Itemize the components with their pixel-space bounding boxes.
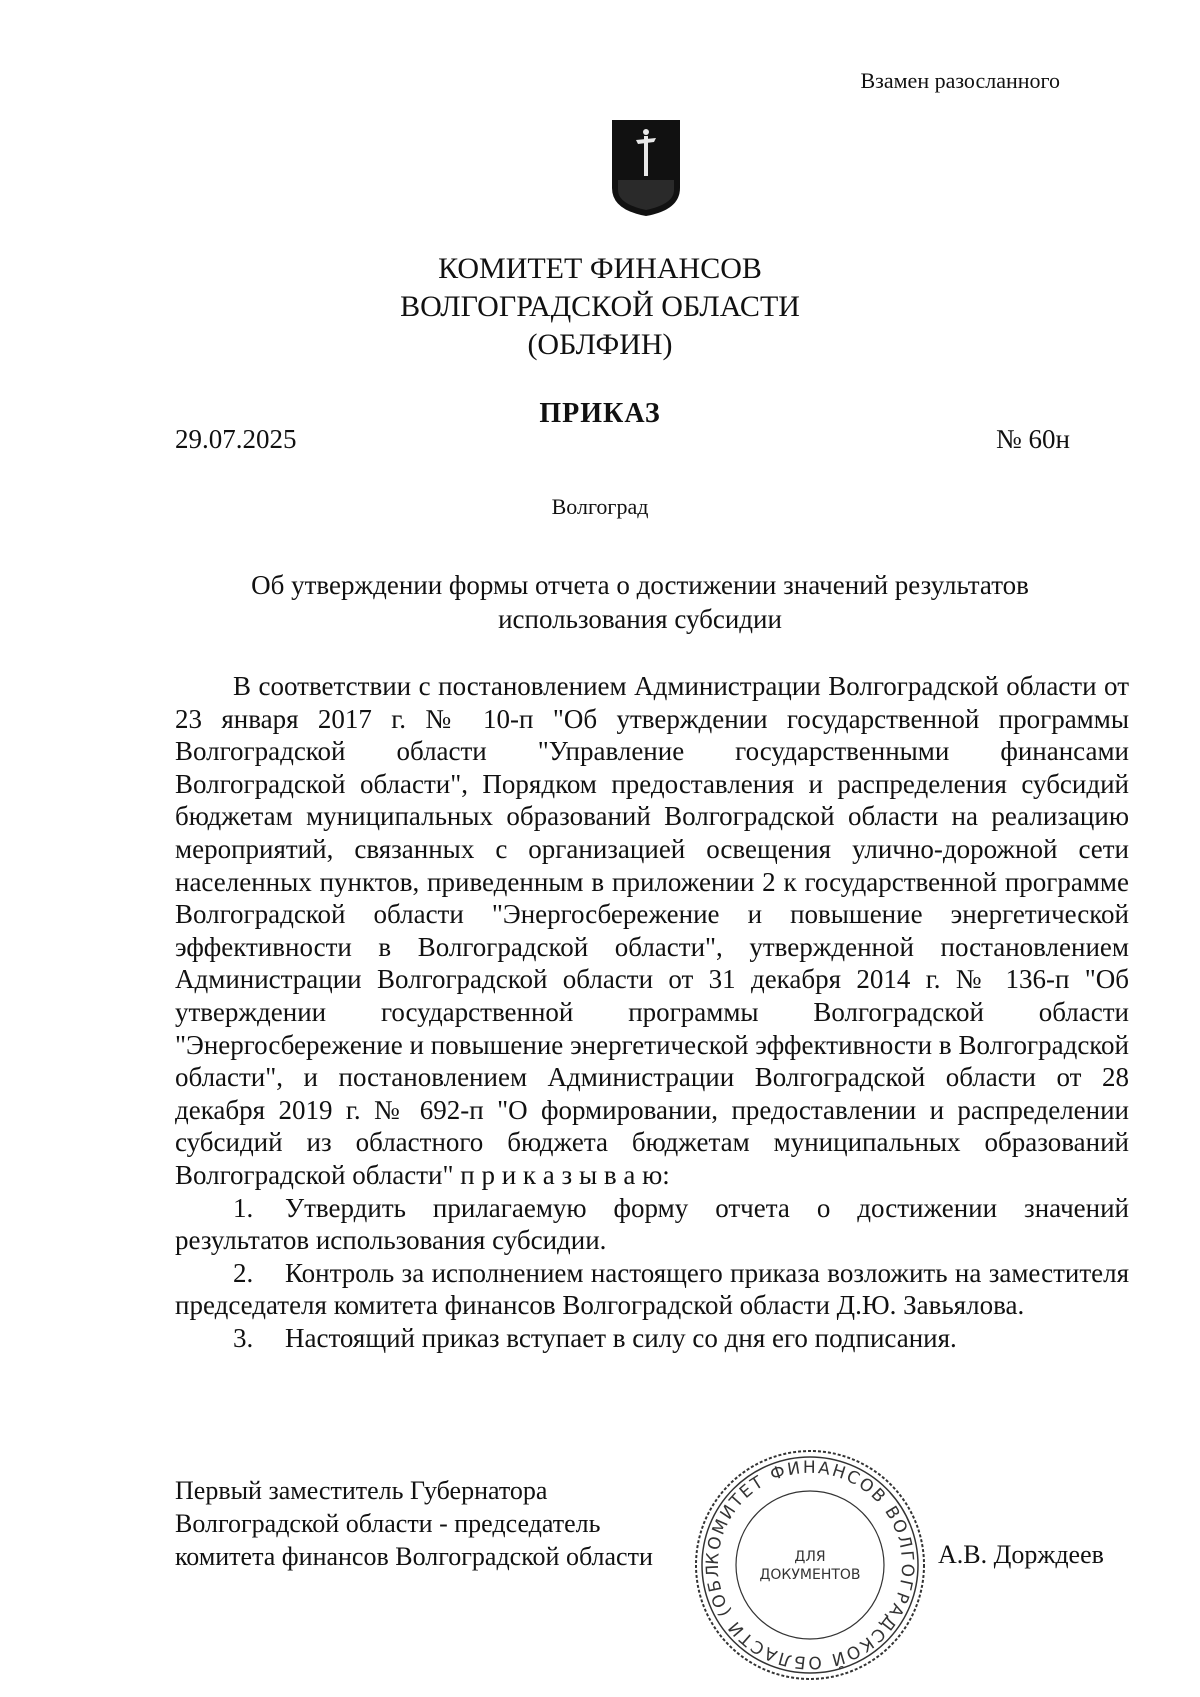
replacement-note: Взамен разосланного [860,68,1060,93]
signatory-position [175,1474,653,1573]
seal-inner-ring [736,1491,884,1639]
seal-outer-ring [696,1451,924,1679]
signatory-name: А.В. Дорждеев [938,1540,1104,1569]
seal-ring-text: КОМИТЕТ ФИНАНСОВ ВОЛГОГРАДСКОЙ ОБЛАСТИ (ОБЛ [702,1457,918,1673]
seal-center-line: ДОКУМЕНТОВ [759,1567,861,1583]
subject-line: использования субсидии [498,604,782,634]
order-subject [200,568,1080,636]
org-name-line: КОМИТЕТ ФИНАНСОВ [438,252,762,285]
preamble-text: В соответствии с постановлением Администрации Волгоградской области от 23 января 2017 г. № 10-п "Об утверждении государственной программы Волгоградской области "Управление государственными финансами Волгоградской области", Порядком предоставления и распределения субсидий бюджетам муниципальных образований Волгоградской области на реализацию мероприятий, связанных с организацией освещения улично-дорожной сети населенных пунктов, приведенным в приложении 2 к государственной программе Волгоградской области "Энергосбережение и повышение энергетической эффективности в Волгоградской области", утвержденной постановлением Администрации Волгоградской области от 31 декабря 2014 г. № 136-п "Об утверждении государственной программы Волгоградской области "Энергосбережение и повышение энергетической эффективности в Волгоградской области", и постановлением Администрации Волгоградской области от 28 декабря 2019 г. № 692-п "О формировании, предоставлении и распределении субсидий из областного бюджета бюджетам муниципальных образований Волгоградской области" [175,671,1129,1190]
org-abbreviation: (ОБЛФИН) [527,328,673,361]
item-number: 2. [233,1257,254,1288]
item-number: 1. [233,1192,254,1223]
subject-line: Об утверждении формы отчета о достижении значений результатов [251,570,1029,600]
order-word: п р и к а з ы в а ю: [460,1159,670,1190]
order-item [175,1322,1129,1355]
official-seal [690,1445,930,1685]
order-date: 29.07.2025 [175,424,297,454]
preamble-paragraph [175,670,1129,1192]
seal-center-line: ДЛЯ [794,1549,826,1565]
organization-name [0,250,1200,364]
order-body [175,670,1129,1354]
document-title: ПРИКАЗ [539,398,661,429]
volgograd-coat-of-arms-icon [610,118,682,218]
item-number: 3. [233,1322,254,1353]
position-line: Волгоградской области - председатель [175,1509,601,1538]
item-text: Контроль за исполнением настоящего приказа возложить на заместителя председателя комитета финансов Волгоградской области Д.Ю. Завьялова. [175,1257,1129,1321]
item-text: Настоящий приказ вступает в силу со дня его подписания. [285,1322,957,1353]
org-name-line: ВОЛГОГРАДСКОЙ ОБЛАСТИ [400,290,800,323]
position-line: комитета финансов Волгоградской области [175,1542,653,1571]
order-item [175,1192,1129,1257]
order-number: № 60н [996,424,1070,454]
order-city: Волгоград [551,494,649,519]
item-text: Утвердить прилагаемую форму отчета о достижении значений результатов использования субсидии. [175,1192,1129,1256]
position-line: Первый заместитель Губернатора [175,1476,548,1505]
order-item [175,1257,1129,1322]
